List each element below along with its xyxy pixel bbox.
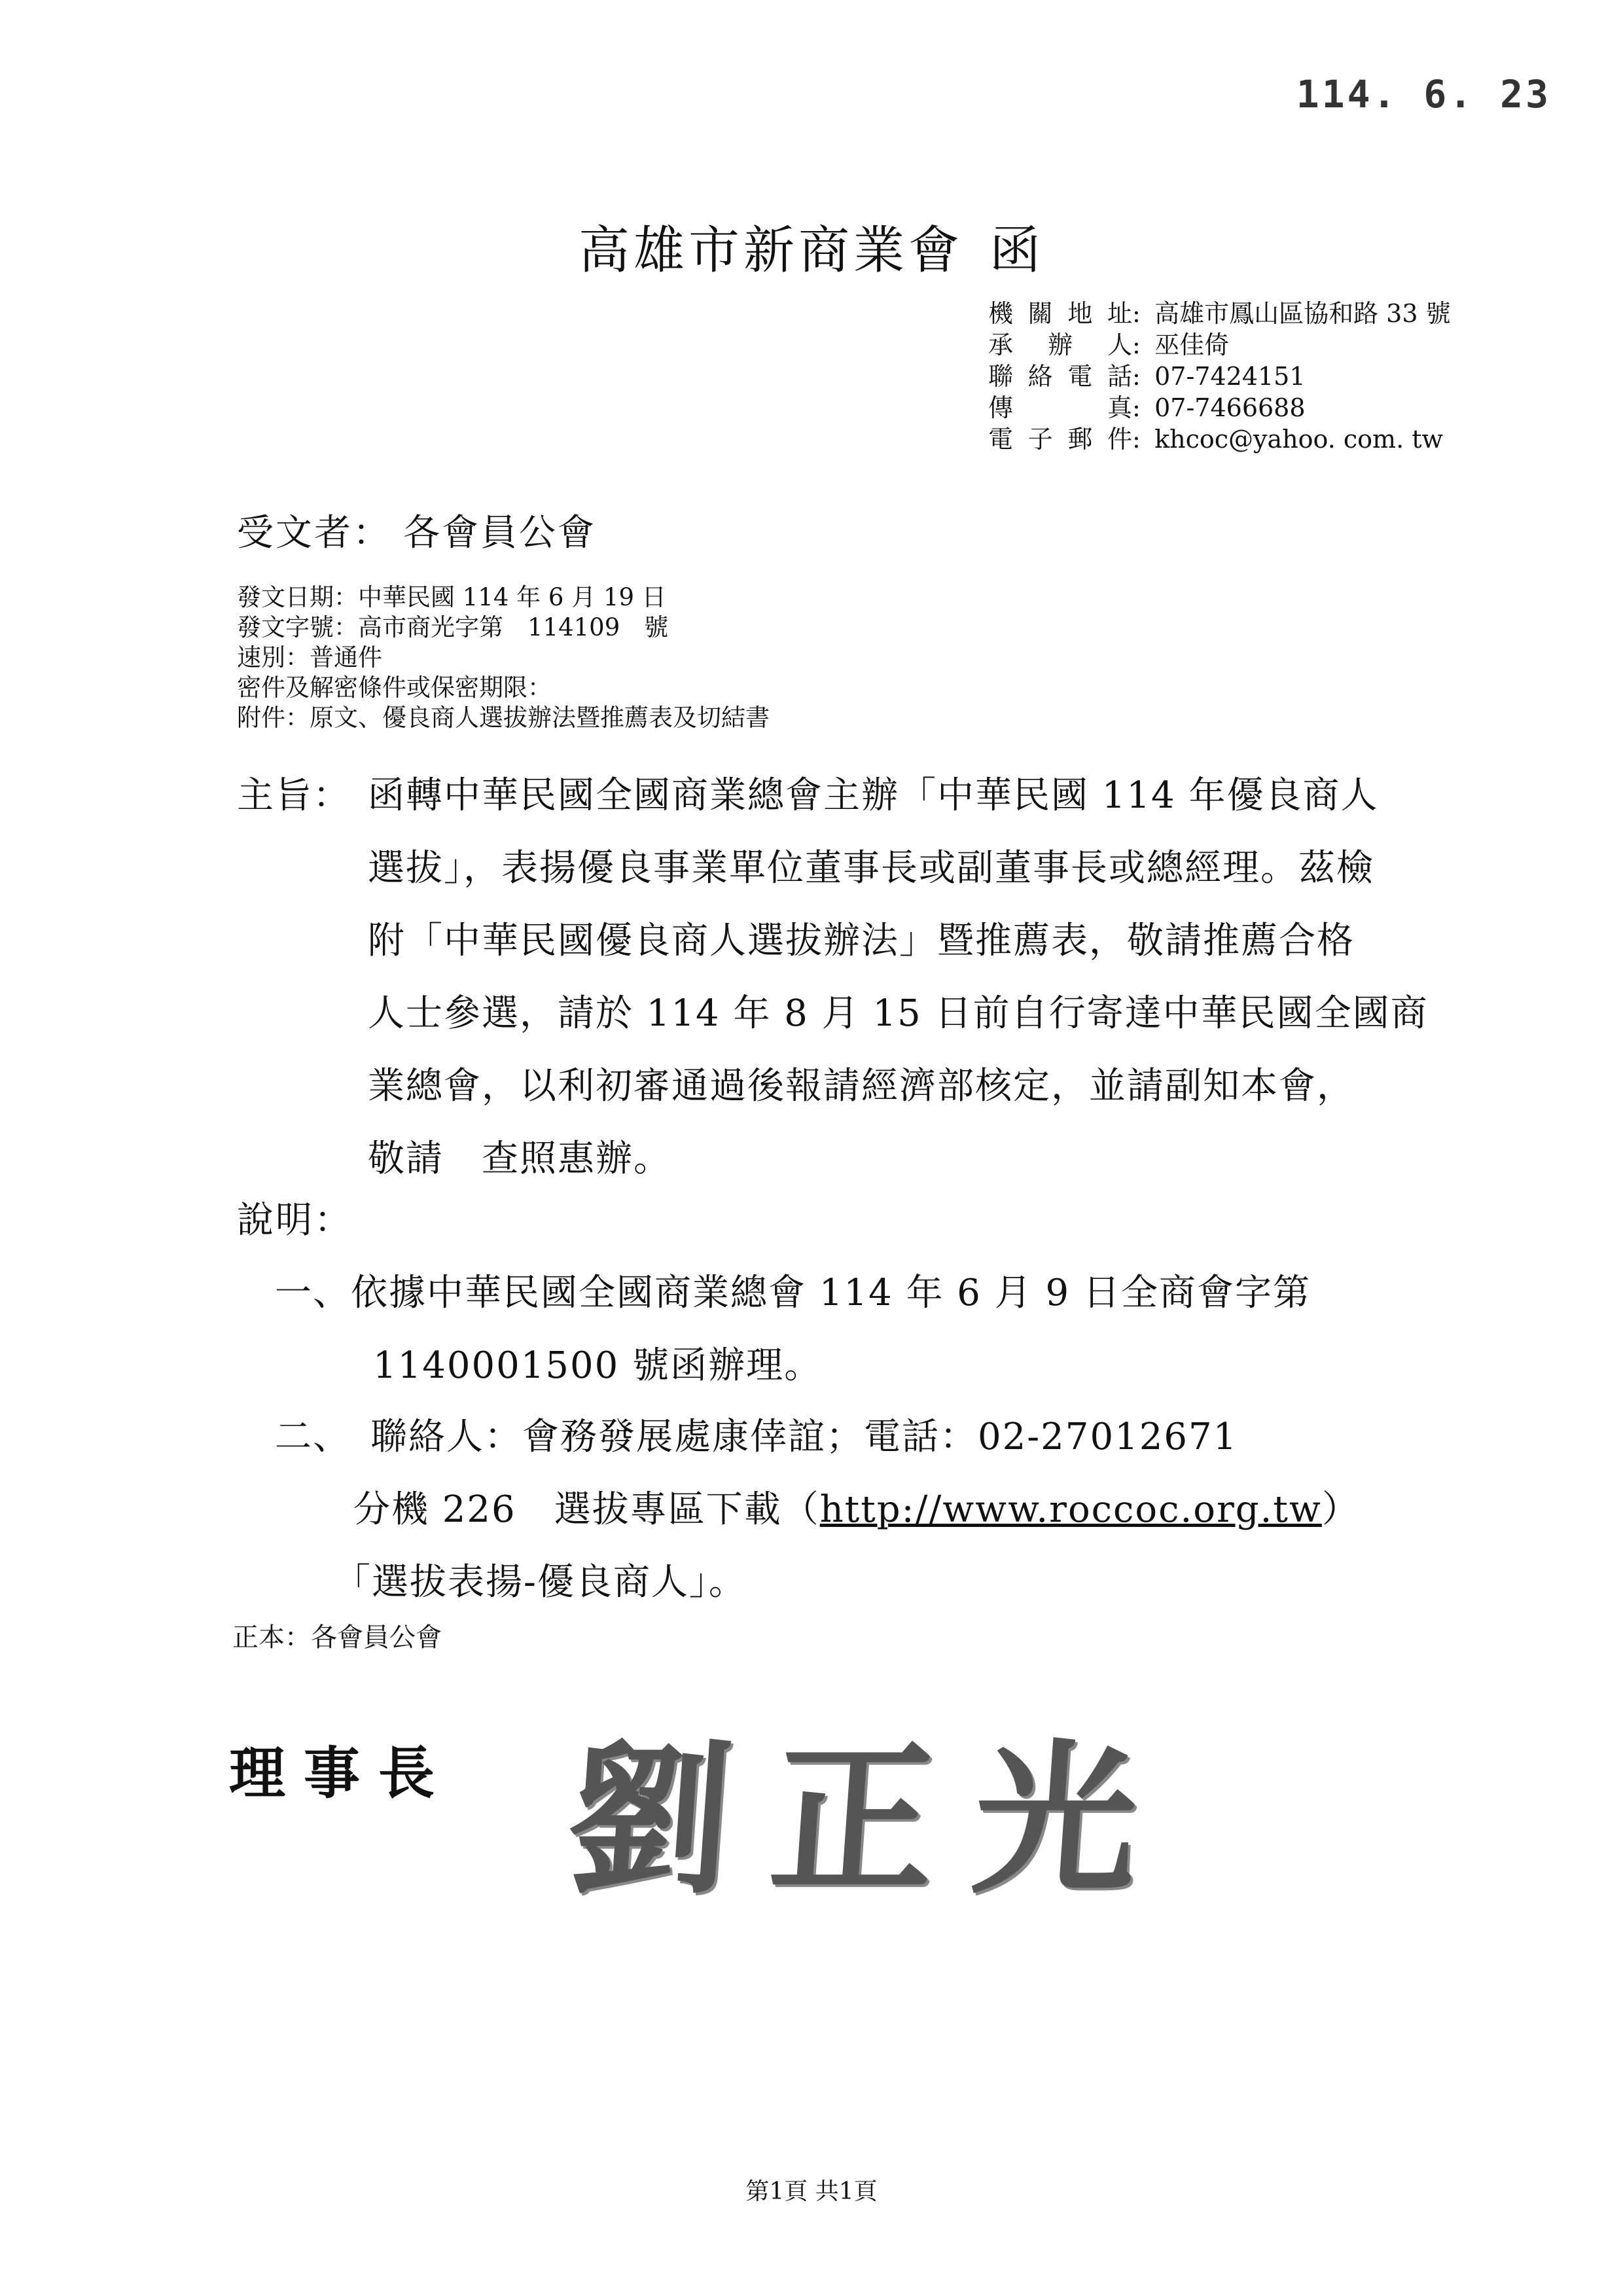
- document-metadata: [237, 583, 770, 733]
- subject-line: 人士參選，請於 114 年 8 月 15 日前自行寄達中華民國全國商: [368, 992, 1429, 1035]
- received-date-stamp: 114. 6. 23: [1296, 72, 1551, 117]
- address-label: 機關地址: [988, 299, 1132, 328]
- subject-line: 函轉中華民國全國商業總會主辦「中華民國 114 年優良商人: [368, 774, 1379, 817]
- handler-label: 承辦人: [988, 331, 1132, 359]
- chairman-title: 理事長: [229, 1740, 453, 1806]
- contact-phone-row: 聯絡電話: 07-7424151: [988, 362, 1306, 391]
- phone-value: 07-7424151: [1154, 362, 1306, 391]
- item-one-line: 1140001500 號函辦理。: [373, 1344, 823, 1387]
- page-footer: 第1頁 共1頁: [745, 2178, 878, 2205]
- document-type: 函: [990, 221, 1045, 280]
- recipient-line: [237, 504, 596, 556]
- explanation-heading: 說明：: [237, 1199, 353, 1242]
- recipient-label: 受文者：: [237, 512, 391, 554]
- document-number: 發文字號：高市商光字第 114109 號: [237, 613, 669, 641]
- subject-line: 附「中華民國優良商人選拔辦法」暨推薦表，敬請推薦合格: [368, 920, 1355, 962]
- delivery-speed: 速別：普通件: [237, 643, 382, 672]
- address-value: 高雄市鳳山區協和路 33 號: [1154, 299, 1451, 328]
- contact-fax-row: 傳真: 07-7466688: [988, 393, 1306, 422]
- item-one-line: 一、依據中華民國全國商業總會 114 年 6 月 9 日全商會字第: [275, 1272, 1311, 1314]
- chairman-signature: [562, 1689, 1224, 1916]
- explanation-item-one: [275, 1257, 1311, 1402]
- link-close: ）: [1321, 1488, 1360, 1531]
- subject-label: 主旨：: [237, 774, 351, 817]
- download-link[interactable]: http://www.roccoc.org.tw: [819, 1488, 1322, 1531]
- subject-line: 選拔」，表揚優良事業單位董事長或副董事長或總經理。茲檢: [368, 847, 1374, 889]
- handler-value: 巫佳倚: [1154, 331, 1230, 359]
- copy-to: 正本：各會員公會: [232, 1623, 442, 1653]
- fax-label: 傳真: [988, 393, 1132, 422]
- subject-text: [368, 759, 1520, 1195]
- signature-text: 劉正光: [562, 1723, 1184, 1916]
- fax-value: 07-7466688: [1154, 393, 1306, 422]
- contact-block: [988, 298, 1451, 455]
- subject-line: 敬請 查照惠辦。: [368, 1138, 671, 1180]
- item-two-line: 二、 聯絡人：會務發展處康倖誼；電話：02-27012671: [275, 1416, 1238, 1458]
- item-two-line: [353, 1473, 1360, 1546]
- subject-section: [237, 759, 1520, 1195]
- subject-line: 業總會，以利初審通過後報請經濟部核定，並請副知本會，: [368, 1065, 1355, 1107]
- contact-email-row: 電子郵件: khcoc@yahoo. com. tw: [988, 425, 1444, 454]
- item-two-line: 「選拔表揚-優良商人」。: [334, 1561, 747, 1604]
- contact-handler-row: 承辦人: 巫佳倚: [988, 331, 1230, 359]
- confidentiality: 密件及解密條件或保密期限：: [237, 673, 552, 702]
- extension-text: 分機 226 選拔專區下載（: [353, 1488, 820, 1531]
- email-value: khcoc@yahoo. com. tw: [1154, 425, 1444, 454]
- attachments: 附件：原文、優良商人選拔辦法暨推薦表及切結書: [237, 704, 770, 732]
- explanation-item-two: [275, 1401, 1360, 1619]
- contact-address-row: 機關地址: 高雄市鳳山區協和路 33 號: [988, 299, 1451, 328]
- recipient-value: 各會員公會: [403, 512, 596, 554]
- issue-date: 發文日期：中華民國 114 年 6 月 19 日: [237, 583, 666, 611]
- email-label: 電子郵件: [988, 425, 1132, 454]
- organization-name: 高雄市新商業會: [578, 221, 963, 280]
- letter-title: [0, 209, 1623, 283]
- phone-label: 聯絡電話: [988, 362, 1132, 391]
